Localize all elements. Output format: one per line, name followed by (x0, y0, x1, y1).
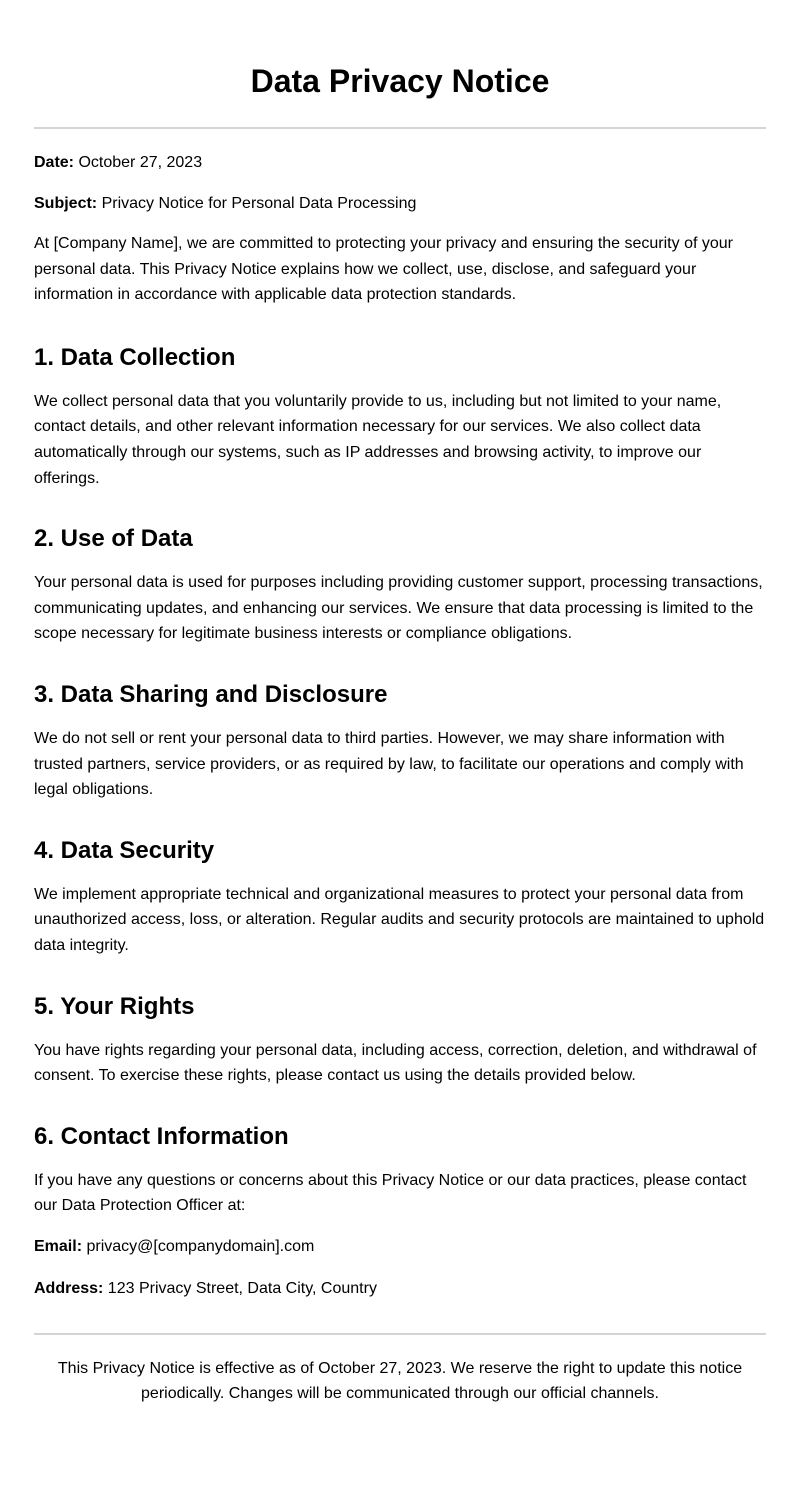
page-title: Data Privacy Notice (250, 63, 550, 99)
privacy-notice-page (34, 0, 766, 1407)
section-body-data-security: We implement appropriate technical and organizational measures to protect your personal data from unauthorized access, loss, or alteration. Regular audits and security protocols are maintained to uphold data integrity. (34, 885, 765, 954)
date-line (34, 153, 766, 173)
email-label: Email: (34, 1237, 83, 1255)
email-value: privacy@[companydomain].com (82, 1237, 315, 1255)
section-body-contact-information: If you have any questions or concerns about this Privacy Notice or our data practices, please contact our Data Protection Officer at: (34, 1171, 747, 1215)
section-title-data-sharing: 3. Data Sharing and Disclosure (34, 680, 388, 708)
section-title-your-rights: 5. Your Rights (34, 992, 195, 1020)
date-label: Date: (34, 154, 75, 171)
subject-value: Privacy Notice for Personal Data Processing (97, 195, 417, 212)
section-body-your-rights: You have rights regarding your personal data, including access, correction, deletion, and withdrawal of consent. To exercise these rights, please contact us using the details provided below. (34, 1041, 757, 1085)
section-body-data-sharing: We do not sell or rent your personal data to third parties. However, we may share information with trusted partners, service providers, or as required by law, to facilitate our operations and comply with legal obligations. (34, 729, 744, 799)
footer-divider (34, 1333, 766, 1335)
address-label: Address: (34, 1279, 104, 1297)
subject-line (34, 194, 766, 214)
section-body-data-collection: We collect personal data that you voluntarily provide to us, including but not limited to your name, contact details, and other relevant information necessary for our services. We also collect data automatically through our systems, such as IP addresses and browsing activity, to improve our offerings. (34, 392, 722, 487)
contact-email-line (34, 1237, 766, 1257)
section-title-data-collection: 1. Data Collection (34, 343, 236, 371)
intro-paragraph: At [Company Name], we are committed to protecting your privacy and ensuring the security of your personal data. This Privacy Notice explains how we collect, use, disclose, and safeguard your information in accordance with applicable data protection standards. (34, 235, 733, 304)
subject-label: Subject: (34, 195, 98, 212)
date-value: October 27, 2023 (74, 154, 203, 171)
footer-text: This Privacy Notice is effective as of October 27, 2023. We reserve the right to update this notice periodically. Changes will be communicated through our official channels. (57, 1359, 743, 1403)
section-body-use-of-data: Your personal data is used for purposes including providing customer support, processing transactions, communicating updates, and enhancing our services. We ensure that data processing is limited to the scope necessary for legitimate business interests or compliance obligations. (34, 574, 763, 643)
address-value: 123 Privacy Street, Data City, Country (103, 1279, 377, 1297)
section-title-data-security: 4. Data Security (34, 836, 215, 864)
section-title-contact-information: 6. Contact Information (34, 1122, 289, 1150)
section-title-use-of-data: 2. Use of Data (34, 525, 193, 553)
contact-address-line (34, 1279, 766, 1299)
header-divider (34, 127, 766, 129)
